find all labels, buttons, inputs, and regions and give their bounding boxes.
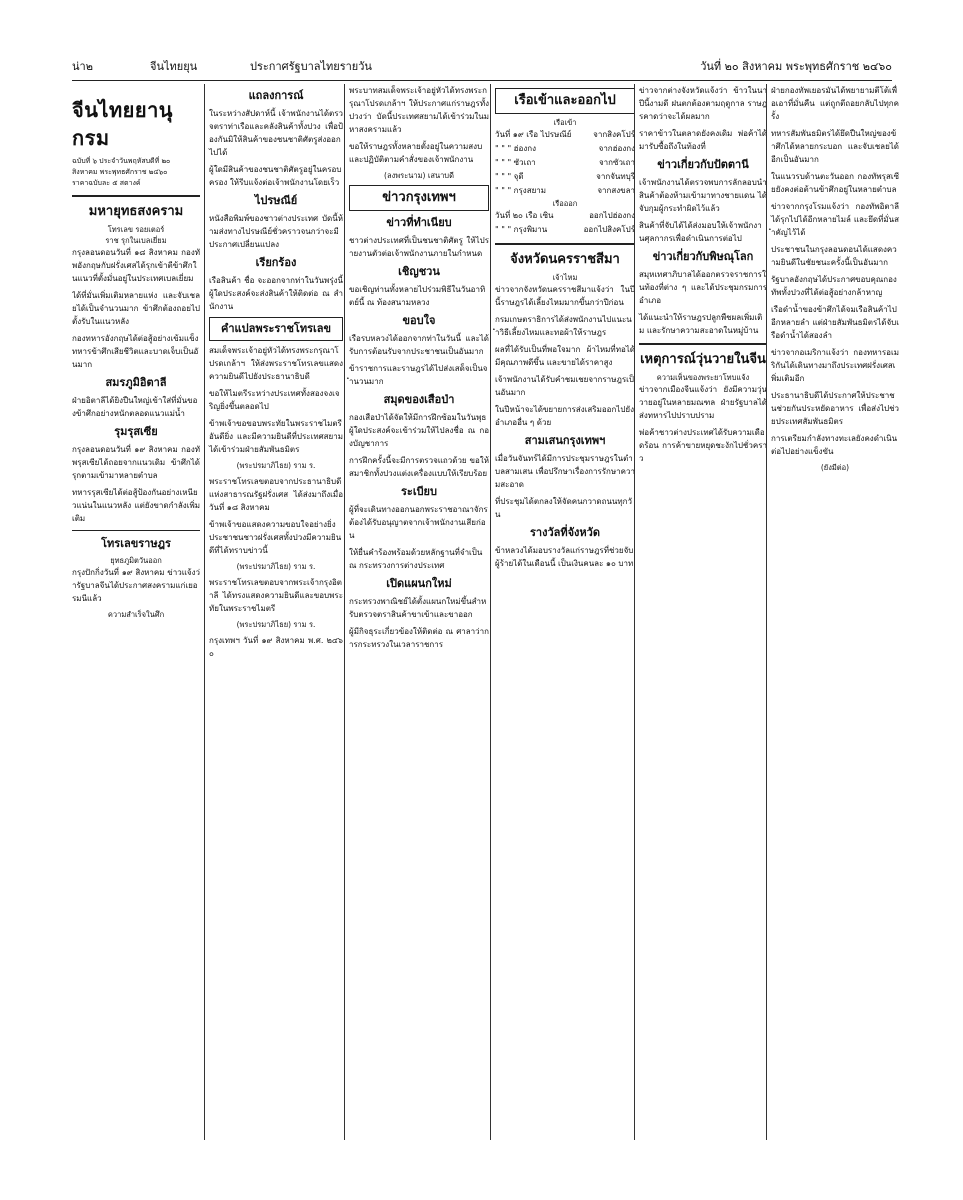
divider [639, 343, 767, 345]
article-paragraph: พระราชโทรเลขตอบจากประธานาธิบดีแห่งสาธารณรัฐฝรั่งเศส ได้ส่งมาถึงเมื่อวันที่ ๑๘ สิงหาคม [209, 477, 343, 512]
headline-samsen: สามเสนกรุงเทพฯ [524, 434, 606, 447]
article-paragraph: ในปีหน้าจะได้ขยายการส่งเสริมออกไปยังอำเภออื่น ๆ ด้วย [495, 405, 634, 427]
headline-residence: ข่าวที่ทำเนียบ [386, 216, 452, 229]
issue-meta-1: ฉบับที่ ๖ ประจำวันพฤหัสบดีที่ ๒๐ [72, 157, 171, 165]
article-paragraph: พระราชโทรเลขตอบจากพระเจ้ากรุงอิตาลี ได้ทรงแสดงความยินดีและขอบพระทัยในพระราชไมตรี [209, 578, 343, 613]
schedule-vessel: วันที่ ๒๐ เรือ เซิน [495, 211, 554, 220]
ship-schedule-departures [495, 209, 635, 237]
signature: (ลงพระนาม) เสนาบดี [384, 171, 454, 180]
article-paragraph: ข้าพเจ้าขอขอบพระทัยในพระราชไมตรีอันดียิ่ง และมีความยินดีที่ประเทศสยามได้เข้าร่วมฝ่ายสัมพันธมิตร [209, 419, 343, 454]
article-paragraph: กระทรวงพาณิชย์ได้ตั้งแผนกใหม่ขึ้นสำหรับตรวจตราสินค้าขาเข้าและขาออก [349, 597, 487, 619]
schedule-destination: ออกไปสิงคโปร์ [583, 225, 635, 234]
headline-reward: รางวัลที่จังหวัด [529, 526, 600, 539]
divider [495, 243, 635, 245]
article-paragraph: กรุงเทพฯ วันที่ ๑๙ สิงหาคม พ.ศ. ๒๔๖๐ [209, 636, 343, 658]
schedule-vessel: " " " ฮ่องกง [495, 144, 537, 153]
headline-nakhon-ratchasima: จังหวัดนครราชสีมา [510, 252, 620, 267]
running-head [72, 56, 892, 78]
article-paragraph: พ่อค้าชาวต่างประเทศได้รับความเดือดร้อน การค้าขายหยุดชะงักไปชั่วคราว [639, 428, 767, 463]
headline-thanks: ขอบใจ [402, 314, 436, 327]
article-paragraph: ชาวต่างประเทศที่เป็นชนชาติศัตรู ให้ไปรายงานตัวต่อเจ้าพนักงานภายในกำหนด [349, 236, 489, 258]
article-paragraph: เมื่อวันจันทร์ได้มีการประชุมราษฎรในตำบลสามเสน เพื่อปรึกษาเรื่องการรักษาความสะอาด [495, 454, 635, 489]
schedule-row [495, 209, 635, 223]
article-paragraph: กรุงลอนดอนวันที่ ๑๙ สิงหาคม กองทัพรุสเซียได้ถอยจากแนวเดิม ข้าศึกได้รุกตามเข้ามาหลายตำบล [72, 445, 200, 480]
schedule-vessel: " " " กรุงพิมาน [495, 225, 548, 234]
schedule-vessel: " " " จุดี [495, 172, 524, 181]
column-3 [344, 84, 489, 1140]
newspaper-page [72, 84, 899, 1144]
schedule-row [495, 156, 635, 170]
continued-note: (ยังมีต่อ) [820, 463, 850, 472]
headline-invitation: เชิญชวน [398, 265, 440, 278]
paper-name: จีนไทยยุน [150, 60, 198, 73]
headline-war: มหายุทธสงคราม [88, 204, 184, 219]
divider [72, 530, 200, 531]
headline-royal-telegram: คำแปลพระราชโทรเลข [209, 317, 343, 341]
signature: (พระปรมาภิไธย) ราม ร. [236, 562, 316, 571]
headline-regulation: ระเบียบ [401, 485, 437, 498]
article-paragraph: เจ้าพนักงานได้ตรวจพบการลักลอบนำสินค้าต้องห้ามเข้ามาทางชายแดน ได้จับกุมผู้กระทำผิดไว้แล้ว [639, 178, 767, 213]
headline-notice: เรียกร้อง [255, 256, 297, 269]
article-paragraph: ข้าหลวงได้มอบรางวัลแก่ราษฎรที่ช่วยจับผู้ร้ายได้ในเดือนนี้ เป็นเงินคนละ ๑๐ บาท [495, 546, 634, 568]
article-paragraph: ฝ่ายกองทัพเยอรมันได้พยายามตีโต้เพื่อเอาที่มั่นคืน แต่ถูกตีถอยกลับไปทุกครั้ง [771, 86, 899, 121]
page-number: น่า๒ [72, 60, 93, 73]
article-paragraph: ข้าราชการและราษฎรได้ไปส่งเสด็จเป็นจำนวนมาก [349, 364, 488, 386]
header-rule [72, 80, 892, 81]
article-paragraph: หนังสือพิมพ์ของชาวต่างประเทศ บัดนี้ห้ามส่งทางไปรษณีย์ชั่วคราวจนกว่าจะมีประกาศเปลี่ยนแปลง [209, 214, 343, 249]
headline-post: ไปรษณีย์ [254, 194, 298, 207]
column-2 [204, 84, 343, 1140]
headline-wild-tiger: สมุดของเสือป่า [383, 393, 455, 406]
article-paragraph: ในแนวรบด้านตะวันออก กองทัพรุสเซียยังคงต่อต้านข้าศึกอยู่ในหลายตำบล [771, 172, 899, 194]
article-paragraph: ข่าวจากจังหวัดนครราชสีมาแจ้งว่า ในปีนี้ราษฎรได้เลี้ยงไหมมากขึ้นกว่าปีก่อน [495, 285, 635, 307]
article-paragraph: ได้แนะนำให้ราษฎรปลูกพืชผลเพิ่มเติม และรักษาความสะอาดในหมู่บ้าน [639, 313, 763, 335]
article-paragraph: ผลที่ได้รับเป็นที่พอใจมาก ผ้าไหมที่ทอได้มีคุณภาพดีขึ้น และขายได้ราคาสูง [495, 345, 635, 367]
article-paragraph: ขอให้ไมตรีระหว่างประเทศทั้งสองจงเจริญยิ่งขึ้นตลอดไป [209, 389, 340, 411]
article-paragraph: สินค้าที่จับได้ได้ส่งมอบให้เจ้าพนักงานศุลกากรเพื่อดำเนินการต่อไป [639, 221, 762, 243]
headline-phitsanulok: ข่าวเกี่ยวกับพิษณุโลก [652, 250, 754, 263]
schedule-row [495, 170, 635, 184]
headline-russia: รุมรุสเซีย [114, 425, 158, 438]
article-paragraph: พระบาทสมเด็จพระเจ้าอยู่หัวได้ทรงพระกรุณาโปรดเกล้าฯ ให้ประกาศแก่ราษฎรทั้งปวงว่า บัดนี้ประเทศสยามได้เข้าร่วมในมหาสงครามแล้ว [349, 86, 489, 134]
article-paragraph: ขอเชิญท่านทั้งหลายไปร่วมพิธีในวันอาทิตย์นี้ ณ ท้องสนามหลวง [349, 285, 486, 307]
article-paragraph: เรือรบหลวงได้ออกจากท่าในวันนี้ และได้รับการต้อนรับจากประชาชนเป็นอันมาก [349, 334, 489, 356]
article-paragraph: ให้ยื่นคำร้องพร้อมด้วยหลักฐานที่จำเป็น ณ กระทรวงการต่างประเทศ [349, 548, 483, 570]
subhead: เจ้าไหม [552, 273, 578, 282]
schedule-origin: จากซัวเถา [598, 158, 635, 167]
article-paragraph: ที่ประชุมได้ตกลงให้จัดคนกวาดถนนทุกวัน [495, 497, 633, 519]
article-paragraph: รัฐบาลอังกฤษได้ประกาศขอบคุณกองทัพทั้งปวงที่ได้ต่อสู้อย่างกล้าหาญ [771, 275, 897, 297]
article-paragraph: ข่าวจากเมืองจีนแจ้งว่า ยังมีความวุ่นวายอยู่ในหลายมณฑล ฝ่ายรัฐบาลได้ส่งทหารไปปราบปราม [639, 385, 767, 420]
column-5 [634, 84, 767, 1140]
article-paragraph: ข่าวจากอเมริกาแจ้งว่า กองทหารอเมริกันได้เดินทางมาถึงประเทศฝรั่งเศสเพิ่มเติมอีก [771, 348, 899, 383]
headline-telegram: โทรเลขราษฎร [101, 537, 171, 550]
subhead: ความสำเร็จในศึก [107, 610, 165, 619]
schedule-row [495, 128, 635, 142]
article-paragraph: ในระหว่างสัปดาห์นี้ เจ้าพนักงานได้ตรวจตราท่าเรือและคลังสินค้าทั้งปวง เพื่อป้องกันมิให้สินค้าของชนชาติศัตรูส่งออกไปได้ [209, 109, 343, 157]
article-paragraph: การเตรียมกำลังทางทะเลยังคงดำเนินต่อไปอย่างแข็งขัน [771, 434, 898, 456]
paper-subtitle: ประกาศรัฐบาลไทยรายวัน [250, 60, 372, 73]
schedule-origin: จากฮ่องกง [598, 144, 635, 153]
headline-new-department: เปิดแผนกใหม่ [386, 577, 452, 590]
schedule-origin: จากสงขลา [597, 186, 635, 195]
schedule-vessel: วันที่ ๑๙ เรือ ไปรษณีย์ [495, 130, 572, 139]
schedule-origin: จากจันทบุรี [596, 172, 635, 181]
schedule-vessel: " " " กรุงสยาม [495, 186, 547, 195]
article-paragraph: ราคาข้าวในตลาดยังคงเดิม พ่อค้าได้มารับซื้อถึงในท้องที่ [639, 129, 767, 151]
article-paragraph: เจ้าพนักงานได้รับคำชมเชยจากราษฎรเป็นอันมาก [495, 375, 634, 397]
headline-pattani: ข่าวเกี่ยวกับปัตตานี [657, 158, 749, 171]
article-paragraph: เรือดำน้ำของข้าศึกได้จมเรือสินค้าไปอีกหลายลำ แต่ฝ่ายสัมพันธมิตรได้จับเรือดำน้ำได้สองลำ [771, 305, 899, 340]
subhead: ยุทธภูมิตวันออก [110, 556, 162, 565]
article-paragraph: กรุงลอนดอนวันที่ ๑๘ สิงหาคม กองทัพอังกฤษกับฝรั่งเศสได้รุกเข้าตีข้าศึกในแนวที่ตั้งมั่นอยู่ในประเทศเบลเยี่ยม [72, 248, 200, 283]
column-1 [72, 84, 200, 1140]
article-paragraph: กรุงปักกิ่งวันที่ ๑๙ สิงหาคม ข่าวแจ้งว่ารัฐบาลจีนได้ประกาศสงครามแก่เยอรมนีแล้ว [72, 568, 200, 603]
headline-china-unrest: เหตุการณ์วุ่นวายในจีน [640, 352, 766, 367]
article-paragraph: สมุหเทศาภิบาลได้ออกตรวจราชการในท้องที่ต่าง ๆ และได้ประชุมกรมการอำเภอ [639, 270, 767, 305]
byline: โทรเลข รอยเตอร์ [107, 225, 165, 234]
ship-schedule-arrivals [495, 128, 635, 198]
schedule-origin: จากสิงคโปร์ [593, 130, 635, 139]
article-paragraph: กองทหารอังกฤษได้ต่อสู้อย่างเข้มแข็ง ทหารข้าศึกเสียชีวิตและบาดเจ็บเป็นอันมาก [72, 334, 199, 369]
article-paragraph: ประธานาธิบดีได้ประกาศให้ประชาชนช่วยกันประหยัดอาหาร เพื่อส่งไปช่วยประเทศสัมพันธมิตร [771, 391, 899, 426]
article-paragraph: สมเด็จพระเจ้าอยู่หัวได้ทรงพระกรุณาโปรดเกล้าฯ ให้ส่งพระราชโทรเลขแสดงความยินดีไปยังประธานาธิบดี [209, 346, 343, 381]
article-paragraph: ทหารรุสเซียได้ต่อสู้ป้องกันอย่างเหนียวแน่นในแนวหลัง แต่ยังขาดกำลังเพิ่มเติม [72, 488, 200, 523]
headline-announcement: แถลงการณ์ [248, 89, 304, 102]
headline-italy: สมรภูมิอิตาลี [105, 376, 167, 389]
issue-meta-3: ราคาฉบับละ ๕ สตางค์ [72, 179, 141, 187]
subhead: ความเห็นของพระยาโทบแจ้ง [656, 373, 750, 382]
schedule-row [495, 223, 635, 237]
article-paragraph: ผู้ใดมีสินค้าของชนชาติศัตรูอยู่ในครอบครอง ให้รีบแจ้งต่อเจ้าพนักงานโดยเร็ว [209, 165, 342, 187]
subhead-departures: เรือออก [552, 199, 578, 208]
article-paragraph: ทหารสัมพันธมิตรได้ยึดปืนใหญ่ของข้าศึกได้หลายกระบอก และจับเชลยได้อีกเป็นอันมาก [771, 129, 899, 164]
article-paragraph: ผู้มีกิจธุระเกี่ยวข้องให้ติดต่อ ณ ศาลาว่าการกระทรวงในเวลาราชการ [349, 627, 489, 649]
article-paragraph: ผู้ที่จะเดินทางออกนอกพระราชอาณาจักร ต้องได้รับอนุญาตจากเจ้าพนักงานเสียก่อน [349, 505, 488, 540]
headline-shipping: เรือเข้าและออกไป [495, 88, 635, 114]
schedule-row [495, 142, 635, 156]
article-paragraph: ขอให้ราษฎรทั้งหลายตั้งอยู่ในความสงบ และปฏิบัติตามคำสั่งของเจ้าพนักงาน [349, 142, 483, 164]
article-paragraph: กรมเกษตราธิการได้ส่งพนักงานไปแนะนำวิธีเลี้ยงไหมและทอผ้าให้ราษฎร [495, 315, 632, 337]
masthead: จีนไทยยานุกรม [72, 98, 173, 150]
subhead: ราช รุกในเบลเยี่ยม [105, 236, 167, 245]
schedule-row [495, 184, 635, 198]
section-masthead-bangkok: ข่าวกรุงเทพฯ [349, 185, 489, 211]
column-4 [490, 84, 635, 1140]
issue-meta-2: สิงหาคม พระพุทธศักราช ๒๔๖๐ [72, 168, 168, 176]
article-paragraph: ได้ที่มั่นเพิ่มเติมหลายแห่ง และจับเชลยได้เป็นจำนวนมาก ข้าศึกต้องถอยไปตั้งรับในแนวหลัง [72, 291, 200, 326]
article-paragraph: เรือสินค้า ชื่อ จะออกจากท่าในวันพรุ่งนี้ ผู้ใดประสงค์จะส่งสินค้าให้ติดต่อ ณ สำนักงาน [209, 276, 343, 311]
article-paragraph: ประชาชนในกรุงลอนดอนได้แสดงความยินดีในชัยชนะครั้งนี้เป็นอันมาก [771, 245, 897, 267]
divider [72, 195, 200, 197]
schedule-destination: ออกไปฮ่องกง [589, 211, 635, 220]
subhead-arrivals: เรือเข้า [553, 118, 577, 127]
article-paragraph: ฝ่ายอิตาลีได้ยิงปืนใหญ่เข้าใส่ที่มั่นของข้าศึกอย่างหนักตลอดแนวแม่น้ำ [72, 396, 198, 418]
signature: (พระปรมาภิไธย) ราม ร. [236, 620, 316, 629]
issue-date: วันที่ ๒๐ สิงหาคม พระพุทธศักราช ๒๔๖๐ [700, 60, 892, 73]
schedule-vessel: " " " ซัวเถา [495, 158, 536, 167]
article-paragraph: กองเสือป่าได้จัดให้มีการฝึกซ้อมในวันพุธ ผู้ใดประสงค์จะเข้าร่วมให้ไปลงชื่อ ณ กองบัญชาการ [349, 413, 489, 448]
article-paragraph: ข่าวจากต่างจังหวัดแจ้งว่า ข้าวในนาปีนี้งามดี ฝนตกต้องตามฤดูกาล ราษฎรคาดว่าจะได้ผลมาก [639, 86, 767, 121]
article-paragraph: การฝึกครั้งนี้จะมีการตรวจแถวด้วย ขอให้สมาชิกทั้งปวงแต่งเครื่องแบบให้เรียบร้อย [349, 456, 489, 478]
signature: (พระปรมาภิไธย) ราม ร. [236, 461, 316, 470]
article-paragraph: ข่าวจากกรุงโรมแจ้งว่า กองทัพอิตาลีได้รุกไปได้อีกหลายไมล์ และยึดที่มั่นสำคัญไว้ได้ [771, 202, 899, 237]
article-paragraph: ข้าพเจ้าขอแสดงความขอบใจอย่างยิ่ง ประชาชนชาวฝรั่งเศสทั้งปวงมีความยินดีที่ได้ทราบข่าวนี้ [209, 520, 342, 555]
column-6 [766, 84, 899, 1140]
